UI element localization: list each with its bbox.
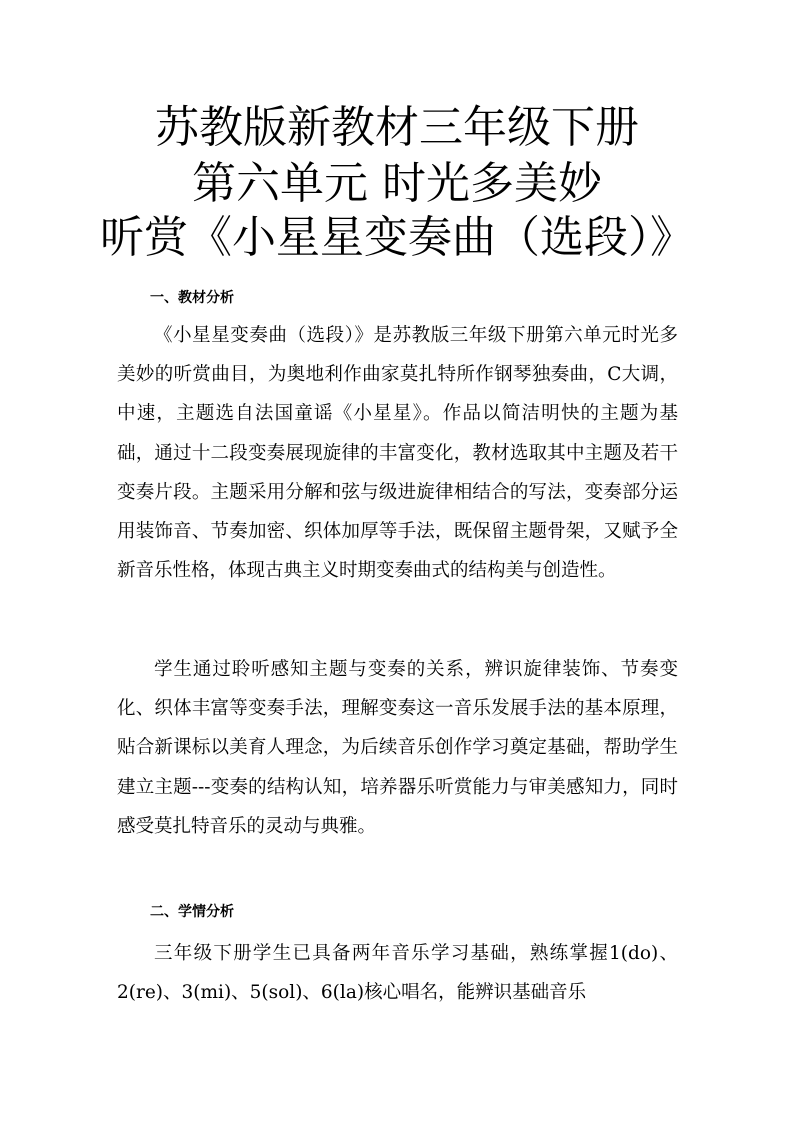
document-title-line-1: 苏教版新教材三年级下册 bbox=[155, 102, 639, 153]
section-heading-textbook-analysis: 一、教材分析 bbox=[150, 290, 234, 306]
document-title-line-3: 听赏《小星星变奏曲（选段）》 bbox=[100, 212, 694, 263]
section-1-paragraph-2: 学生通过聆听感知主题与变奏的关系，辨识旋律装饰、节奏变化、织体丰富等变奏手法，理解变奏这一音乐发展手法的基本原理，贴合新课标以美育人理念，为后续音乐创作学习奠定基础，帮助学生建立主题---变奏的结构认知，培养器乐听赏能力与审美感知力，同时感受莫扎特音乐的灵动与典雅。 bbox=[117, 659, 678, 837]
section-1-paragraph-1: 《小星星变奏曲（选段）》是苏教版三年级下册第六单元时光多美妙的听赏曲目，为奥地利作曲家莫扎特所作钢琴独奏曲，C大调，中速，主题选自法国童谣《小星星》。作品以简洁明快的主题为基础，通过十二段变奏展现旋律的丰富变化，教材选取其中主题及若干变奏片段。主题采用分解和弦与级进旋律相结合的写法，变奏部分运用装饰音、节奏加密、织体加厚等手法，既保留主题骨架，又赋予全新音乐性格，体现古典主义时期变奏曲式的结构美与创造性。 bbox=[117, 325, 678, 582]
document-title-line-2: 第六单元 时光多美妙 bbox=[192, 158, 602, 209]
section-heading-student-analysis: 二、学情分析 bbox=[150, 904, 234, 920]
section-2-paragraph-1: 三年级下册学生已具备两年音乐学习基础，熟练掌握1(do)、2(re)、3(mi)、5(sol)、6(la)核心唱名，能辨识基础音乐 bbox=[117, 943, 678, 1004]
